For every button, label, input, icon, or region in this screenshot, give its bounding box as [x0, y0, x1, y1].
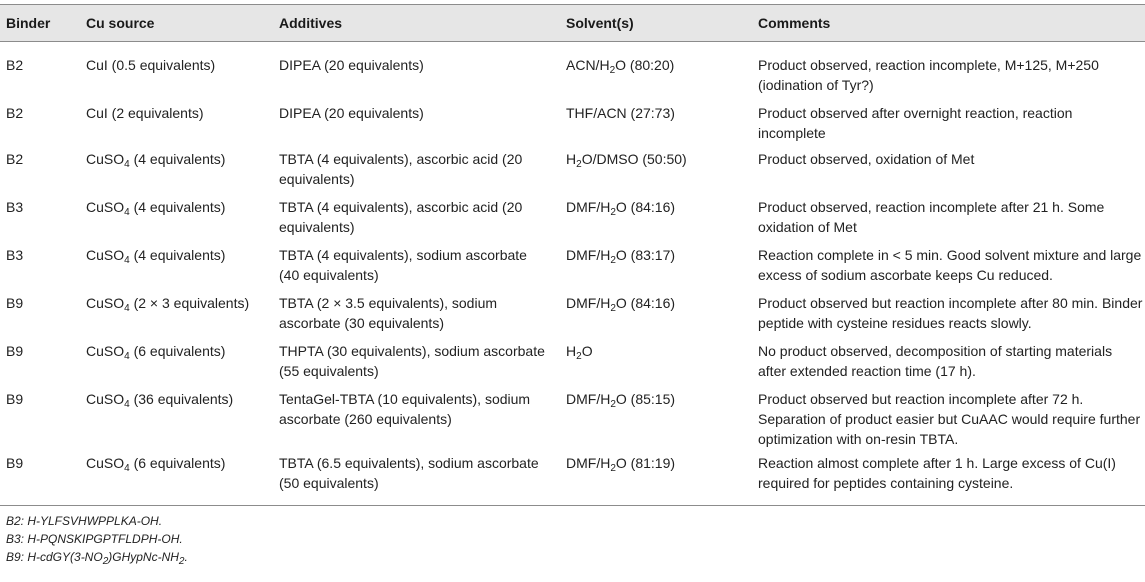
cell-additives: TBTA (2 × 3.5 equivalents), sodium ascorbate (30 equivalents)	[279, 295, 498, 331]
cell-binder: B9	[6, 295, 24, 311]
cell-solvent: DMF/$H_2O$ (84:16)	[566, 295, 676, 314]
cell-solvent: $H_2O$/DMSO (50:50)	[566, 151, 687, 170]
cell-solvent: ACN/$H_2O$ (80:20)	[566, 57, 675, 76]
header-binder: Binder	[6, 15, 51, 31]
header-comments: Comments	[758, 15, 831, 31]
cell-solvent: THF/ACN (27:73)	[566, 105, 675, 121]
cell-solvent: DMF/$H_2O$ (84:16)	[566, 199, 676, 218]
cell-additives: TBTA (6.5 equivalents), sodium ascorbate (50 equivalents)	[279, 455, 539, 491]
cell-cu-source: CuSO$_4$ (4 equivalents)	[86, 199, 226, 218]
footnote-b3: B3: H-PQNSKIPGPTFLDPH-OH.	[6, 532, 183, 546]
cell-additives: TBTA (4 equivalents), sodium ascorbate (40 equivalents)	[279, 247, 527, 283]
cell-cu-source: CuSO$_4$ (2 × 3 equivalents)	[86, 295, 250, 314]
cell-additives: TBTA (4 equivalents), ascorbic acid (20 equivalents)	[279, 199, 523, 235]
table-bottom-rule	[0, 505, 1145, 506]
cell-cu-source: CuSO$_4$ (4 equivalents)	[86, 247, 226, 266]
cell-additives: TBTA (4 equivalents), ascorbic acid (20 equivalents)	[279, 151, 523, 187]
cell-comments: Reaction complete in < 5 min. Good solvent mixture and large excess of sodium ascorbate keeps Cu reduced.	[758, 247, 1142, 283]
header-solvents: Solvent(s)	[566, 15, 634, 31]
cell-comments: No product observed, decomposition of starting materials after extended reaction time (17 h).	[758, 343, 1113, 379]
cell-binder: B2	[6, 57, 24, 73]
cell-cu-source: CuI (2 equivalents)	[86, 105, 204, 121]
footnote-b2: B2: H-YLFSVHWPPLKA-OH.	[6, 514, 163, 528]
cell-binder: B9	[6, 455, 24, 471]
cell-solvent: DMF/$H_2O$ (85:15)	[566, 391, 676, 410]
cell-binder: B9	[6, 343, 24, 359]
cell-comments: Product observed, reaction incomplete, M+125, M+250 (iodination of Tyr?)	[758, 57, 1099, 93]
cell-comments: Product observed but reaction incomplete after 72 h. Separation of product easier but CuAAC would require further optimization with on-resin TBTA.	[758, 391, 1141, 447]
cell-additives: THPTA (30 equivalents), sodium ascorbate (55 equivalents)	[279, 343, 545, 379]
cell-binder: B2	[6, 151, 24, 167]
cell-solvent: DMF/$H_2O$ (81:19)	[566, 455, 676, 474]
cell-binder: B2	[6, 105, 24, 121]
cell-binder: B3	[6, 199, 24, 215]
cell-comments: Product observed after overnight reaction, reaction incomplete	[758, 105, 1073, 141]
cell-cu-source: CuSO$_4$ (6 equivalents)	[86, 343, 226, 362]
cell-additives: TentaGel-TBTA (10 equivalents), sodium ascorbate (260 equivalents)	[279, 391, 531, 427]
cell-binder: B3	[6, 247, 24, 263]
cell-additives: DIPEA (20 equivalents)	[279, 105, 424, 121]
header-cu-source: Cu source	[86, 15, 155, 31]
cell-solvent: DMF/$H_2O$ (83:17)	[566, 247, 676, 266]
table-header-rule	[0, 41, 1145, 42]
cell-comments: Product observed, reaction incomplete after 21 h. Some oxidation of Met	[758, 199, 1105, 235]
header-additives: Additives	[279, 15, 343, 31]
footnote-b9: B9: $H-cdGY(3-NO_2)GHypNc-NH_2$.	[6, 550, 188, 567]
cell-binder: B9	[6, 391, 24, 407]
cell-comments: Product observed, oxidation of Met	[758, 151, 975, 167]
cell-additives: DIPEA (20 equivalents)	[279, 57, 424, 73]
cell-cu-source: CuSO$_4$ (4 equivalents)	[86, 151, 226, 170]
cell-cu-source: CuSO$_4$ (6 equivalents)	[86, 455, 226, 474]
cell-comments: Product observed but reaction incomplete after 80 min. Binder peptide with cysteine residues reacts slowly.	[758, 295, 1143, 331]
cell-solvent: $H_2O$	[566, 343, 593, 362]
cell-cu-source: CuI (0.5 equivalents)	[86, 57, 216, 73]
cell-comments: Reaction almost complete after 1 h. Large excess of Cu(I) required for peptides containing cysteine.	[758, 455, 1116, 491]
cell-cu-source: CuSO$_4$ (36 equivalents)	[86, 391, 234, 410]
